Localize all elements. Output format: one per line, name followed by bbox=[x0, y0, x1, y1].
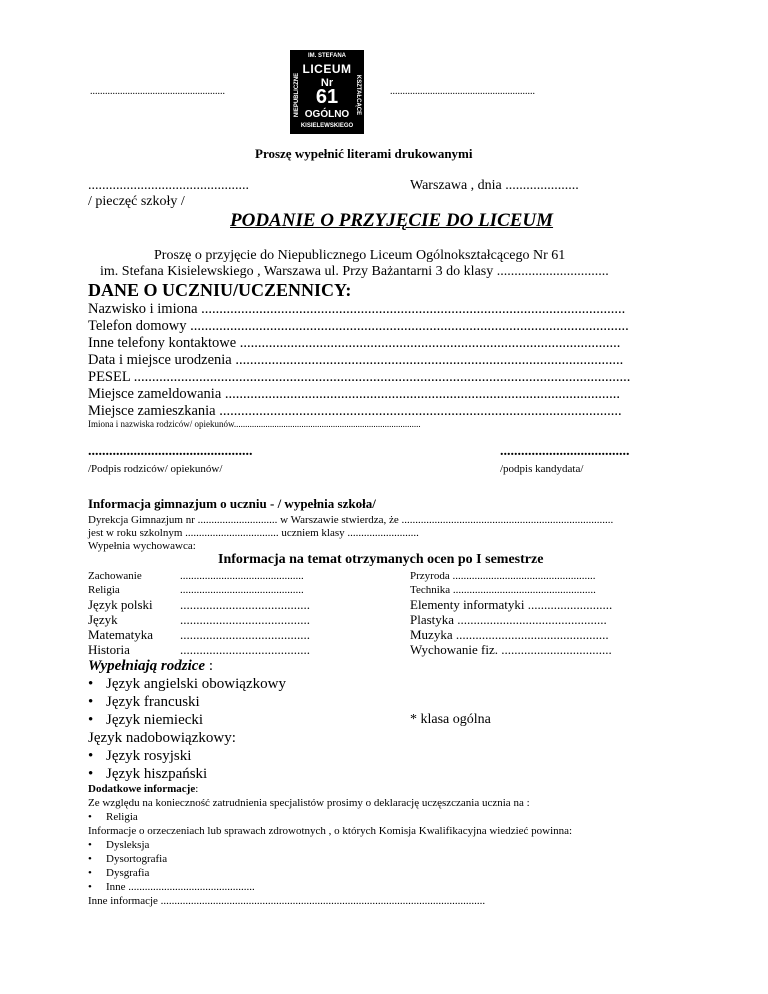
instruction: Proszę wypełnić literami drukowanymi bbox=[255, 146, 473, 161]
signature-candidate-dots: ..................................... bbox=[500, 444, 630, 459]
extra-dysgraphia: • Dysgrafia bbox=[88, 867, 150, 879]
extra-heading-row: Dodatkowe informacje: bbox=[88, 783, 199, 795]
language-german: • Język niemiecki bbox=[88, 712, 204, 728]
grade-dots-language: ........................................ bbox=[180, 612, 310, 627]
school-info-line-3: Wypełnia wychowawca: bbox=[88, 540, 196, 552]
grade-art: Plastyka .............................................. bbox=[410, 612, 607, 627]
language-spanish: • Język hiszpański bbox=[88, 766, 208, 782]
grade-it: Elementy informatyki .......................... bbox=[410, 597, 613, 612]
grade-label-religion: Religia bbox=[88, 584, 120, 596]
language-english: • Język angielski obowiązkowy bbox=[88, 676, 286, 692]
signature-candidate-label: /podpis kandydata/ bbox=[500, 463, 584, 475]
stamp-label: / pieczęć szkoły / bbox=[88, 194, 185, 209]
extra-line-2: Informacje o orzeczeniach lub sprawach zdrowotnych , o których Komisja Kwalifikacyjna wiedzieć powinna: bbox=[88, 825, 573, 837]
grade-dots-religion: ............................................. bbox=[180, 584, 304, 596]
field-birth: Data i miejsce urodzenia ........................................................................................................... bbox=[88, 352, 624, 368]
grade-label-polish: Język polski bbox=[88, 597, 153, 612]
field-parents-names: Imiona i nazwiska rodziców/ opiekunów................................................................................... bbox=[88, 419, 421, 429]
logo-side-right: KSZTAŁCĄCE bbox=[355, 74, 361, 116]
field-name: Nazwisko i imiona ..................................................................................................................... bbox=[88, 301, 626, 317]
parents-heading-colon: : bbox=[205, 658, 213, 674]
grade-music: Muzyka ............................................... bbox=[410, 627, 609, 642]
bullet-icon: • bbox=[88, 748, 94, 764]
extra-religion: • Religia bbox=[88, 811, 138, 823]
request-line-2: im. Stefana Kisielewskiego , Warszawa ul. Przy Bażantarni 3 do klasy ................................ bbox=[100, 264, 609, 279]
bullet-icon: • bbox=[88, 881, 92, 893]
grade-dots-conduct: ............................................. bbox=[180, 570, 304, 582]
stamp-dots: .............................................. bbox=[88, 178, 249, 193]
extra-other: • Inne .............................................. bbox=[88, 881, 255, 893]
grade-technics: Technika .................................................... bbox=[410, 584, 596, 596]
date-line: Warszawa , dnia ..................... bbox=[410, 178, 579, 193]
bullet-icon: • bbox=[88, 811, 92, 823]
bullet-icon: • bbox=[88, 867, 92, 879]
field-registered-address: Miejsce zameldowania ............................................................................................................. bbox=[88, 386, 621, 402]
logo-line-6: KISIELEWSKIEGO bbox=[300, 123, 354, 129]
logo-line-3: Nr bbox=[320, 77, 334, 89]
field-pesel: PESEL ......................................................................................................................................... bbox=[88, 369, 631, 385]
grade-label-history: Historia bbox=[88, 642, 130, 657]
form-title: PODANIE O PRZYJĘCIE DO LICEUM bbox=[230, 210, 554, 231]
field-home-phone: Telefon domowy ......................................................................................................................... bbox=[88, 318, 629, 334]
grade-dots-polish: ........................................ bbox=[180, 597, 310, 612]
optional-language-heading: Język nadobowiązkowy: bbox=[88, 730, 236, 746]
extra-dyslexia: • Dysleksja bbox=[88, 839, 150, 851]
logo-line-2: LICEUM bbox=[302, 62, 352, 76]
extra-heading: Dodatkowe informacje bbox=[88, 783, 196, 795]
student-section-heading: DANE O UCZNIU/UCZENNICY: bbox=[88, 280, 352, 300]
bullet-icon: • bbox=[88, 676, 94, 692]
signature-parents-dots: ............................................... bbox=[88, 444, 253, 459]
logo-line-4: 61 bbox=[315, 86, 339, 108]
header-left-dots: ...................................................... bbox=[90, 86, 225, 97]
field-residence: Miejsce zamieszkania ............................................................................................................... bbox=[88, 403, 622, 419]
extra-line-1: Ze względu na konieczność zatrudnienia specjalistów prosimy o deklarację uczęszczania ucznia na : bbox=[88, 797, 530, 809]
school-logo bbox=[290, 50, 364, 134]
bullet-icon: • bbox=[88, 766, 94, 782]
header-right-dots: .......................................................... bbox=[390, 86, 535, 97]
field-other-phones: Inne telefony kontaktowe ......................................................................................................... bbox=[88, 335, 621, 351]
logo-side-left: NIEPUBLICZNE bbox=[294, 72, 300, 118]
signature-parents-label: /Podpis rodziców/ opiekunów/ bbox=[88, 463, 223, 475]
grade-label-math: Matematyka bbox=[88, 627, 153, 642]
grade-nature: Przyroda .................................................... bbox=[410, 570, 596, 582]
grades-heading: Informacja na temat otrzymanych ocen po I semestrze bbox=[218, 552, 544, 567]
grade-label-conduct: Zachowanie bbox=[88, 570, 142, 582]
request-line-1: Proszę o przyjęcie do Niepublicznego Liceum Ogólnokształcącego Nr 61 bbox=[154, 248, 566, 263]
bullet-icon: • bbox=[88, 853, 92, 865]
school-info-line-2: jest w roku szkolnym .................................. uczniem klasy .......................... bbox=[88, 527, 419, 539]
logo-line-5: OGÓLNO bbox=[304, 109, 350, 120]
language-french: • Język francuski bbox=[88, 694, 200, 710]
bullet-icon: • bbox=[88, 694, 94, 710]
extra-dysorthography: • Dysortografia bbox=[88, 853, 168, 865]
language-russian: • Język rosyjski bbox=[88, 748, 192, 764]
class-note: * klasa ogólna bbox=[410, 712, 491, 727]
grade-label-language: Język bbox=[88, 612, 118, 627]
school-info-heading: Informacja gimnazjum o uczniu - / wypełnia szkoła/ bbox=[88, 496, 376, 511]
parents-heading: Wypełniają rodzice bbox=[88, 658, 206, 674]
grade-dots-math: ........................................ bbox=[180, 627, 310, 642]
grade-pe: Wychowanie fiz. .................................. bbox=[410, 642, 612, 657]
grade-dots-history: ........................................ bbox=[180, 642, 310, 657]
school-info-line-1: Dyrekcja Gimnazjum nr ............................. w Warszawie stwierdza, że ............................................................................. bbox=[88, 514, 614, 526]
logo-line-1: IM. STEFANA bbox=[307, 53, 346, 59]
parents-heading-row bbox=[88, 658, 213, 675]
bullet-icon: • bbox=[88, 712, 94, 728]
extra-other-info: Inne informacje ...................................................................................................................... bbox=[88, 895, 486, 907]
bullet-icon: • bbox=[88, 839, 92, 851]
